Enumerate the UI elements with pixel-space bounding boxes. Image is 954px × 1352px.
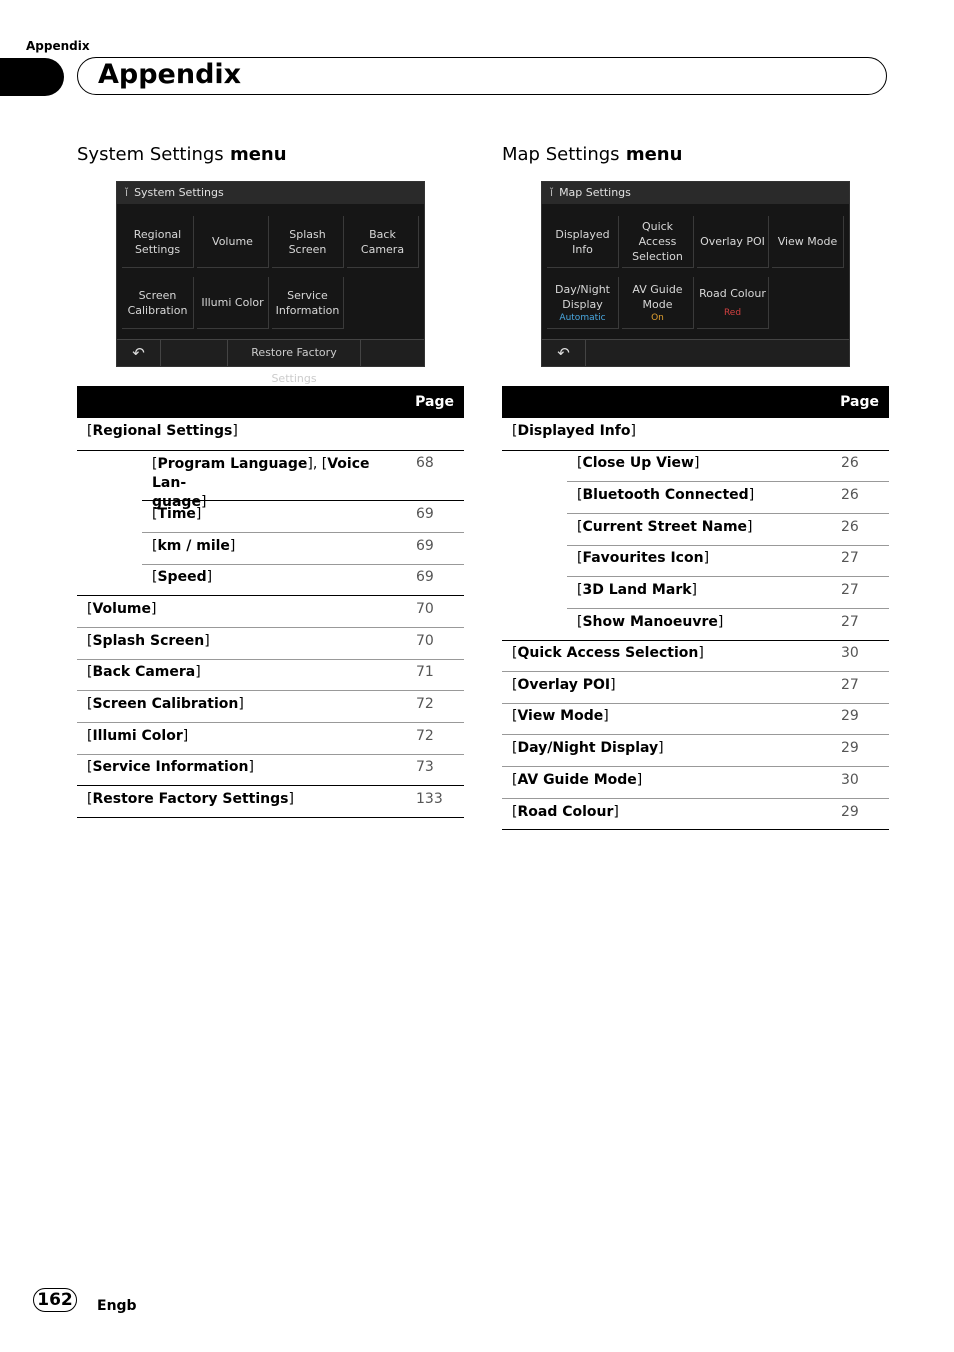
row-divider [502,829,889,830]
row-divider [502,703,889,704]
row-divider [77,785,464,786]
row-label: Service Information [92,759,249,775]
screen-button-splash-screen[interactable] [272,216,344,268]
row-page: 30 [841,772,859,788]
screen-button-line: Selection [632,250,683,263]
row-page: 71 [416,664,434,680]
table-row: [Regional Settings] [87,423,238,439]
row-page: 27 [841,550,859,566]
screen-button-value: Automatic [559,312,606,323]
screen-button-line: Volume [212,235,253,248]
row-page: 133 [416,791,443,807]
screen-button-day-night-display[interactable] [547,277,619,329]
row-divider [567,481,889,482]
table-row: [Current Street Name] [577,519,753,535]
row-divider [77,450,464,451]
screen-button-line: Displayed [555,227,610,241]
screen-button-line: Calibration [127,303,188,317]
row-divider [77,659,464,660]
settings-icon: ǐ [125,186,129,199]
row-label: Illumi Color [92,728,183,744]
screen-header [117,182,424,204]
screen-bottom-bar [117,339,424,385]
language-code: Engb [97,1298,137,1314]
screen-button-line: Service [287,288,328,302]
row-divider [502,640,889,641]
page-title: Appendix [98,59,242,90]
table-row: [Quick Access Selection] [512,645,704,661]
row-divider [142,500,464,501]
row-label: Quick Access Selection [517,645,699,661]
row-label: AV Guide Mode [517,772,637,788]
table-row: [Show Manoeuvre] [577,614,724,630]
row-divider [77,722,464,723]
row-page: 72 [416,696,434,712]
row-divider [567,608,889,609]
table-row: [Program Language], [Voice Lan- guage] [152,456,370,510]
row-label: guage [152,494,201,510]
row-label: Time [157,506,196,522]
screen-button-view-mode[interactable] [772,216,844,268]
row-label: Close Up View [582,455,694,471]
row-label: Back Camera [92,664,196,680]
table-row: [Road Colour] [512,804,619,820]
table-row: [View Mode] [512,708,609,724]
row-label: km / mile [157,538,230,554]
screen-header-title: System Settings [134,186,224,199]
table-row: [Time] [152,506,202,522]
row-page: 69 [416,506,434,522]
screen-button-line: AV Guide [632,282,683,296]
row-label: Program Language [157,456,308,472]
row-label: Speed [157,569,207,585]
table-row: [km / mile] [152,538,236,554]
screen-button-value: Red [723,308,742,318]
screen-button-line: Display [562,297,603,311]
screen-header [542,182,849,204]
page-title-box [77,57,887,95]
row-divider [502,734,889,735]
screen-button-av-guide-mode[interactable] [622,277,694,329]
table-row: [Splash Screen] [87,633,210,649]
row-label: Day/Night Display [517,740,659,756]
row-page: 73 [416,759,434,775]
row-page: 27 [841,582,859,598]
row-page: 72 [416,728,434,744]
table-row: [Service Information] [87,759,254,775]
table-row: [Displayed Info] [512,423,636,439]
screen-button-overlay-poi[interactable] [697,216,769,268]
table-row: [Back Camera] [87,664,201,680]
screen-button-line: Day/Night [555,282,610,296]
system-settings-heading-main: System Settings [77,144,224,165]
screen-button-screen-calibration[interactable] [122,277,194,329]
row-page: 27 [841,614,859,630]
screen-button-line: Back [369,227,396,241]
row-label: Screen Calibration [92,696,239,712]
row-page: 29 [841,740,859,756]
table-row: [Day/Night Display] [512,740,664,756]
row-divider [502,766,889,767]
row-divider [502,671,889,672]
screen-button-line: Illumi Color [201,296,264,309]
back-arrow-icon[interactable]: ↶ [542,340,586,366]
screen-button-line: Information [275,303,340,317]
row-page: 69 [416,569,434,585]
row-label: Regional Settings [92,423,233,439]
screen-button-regional-settings[interactable] [122,216,194,268]
screen-button-volume[interactable] [197,216,269,268]
table-row: [Close Up View] [577,455,700,471]
system-table-header: Page [77,386,464,418]
settings-icon: ǐ [550,186,554,199]
row-divider [142,564,464,565]
row-divider [502,450,889,451]
map-table-header: Page [502,386,889,418]
section-tab-marker [0,58,64,96]
row-label: Favourites Icon [582,550,704,566]
system-settings-screenshot [116,181,425,385]
screen-button-line: Quick Access [638,220,677,248]
screen-button-value: On [651,312,664,323]
row-page: 69 [416,538,434,554]
row-divider [567,513,889,514]
row-divider [77,690,464,691]
row-page: 30 [841,645,859,661]
row-page: 26 [841,487,859,503]
screen-button-illumi-color[interactable] [197,277,269,329]
running-header: Appendix [26,39,90,53]
row-page: 27 [841,677,859,693]
row-label: View Mode [517,708,604,724]
table-row: [Speed] [152,569,213,585]
screen-button-line: Regional [133,227,182,241]
row-divider [567,545,889,546]
row-label: Restore Factory Settings [92,791,289,807]
page-number: 162 [33,1288,77,1312]
row-label: Displayed Info [517,423,631,439]
system-settings-heading-suffix: menu [229,144,287,165]
row-label: Splash Screen [92,633,205,649]
row-label: Current Street Name [582,519,748,535]
screen-button-service-information[interactable] [272,277,344,329]
table-row: [Favourites Icon] [577,550,710,566]
row-page: 70 [416,633,434,649]
screen-button-line: Overlay POI [700,235,765,248]
row-page: 70 [416,601,434,617]
row-page: 68 [416,455,434,471]
system-settings-heading [77,144,287,165]
screen-button-line: Screen [288,242,327,256]
back-arrow-icon[interactable]: ↶ [117,340,161,366]
screen-button-displayed-info[interactable] [547,216,619,268]
row-page: 26 [841,455,859,471]
table-row: [Volume] [87,601,157,617]
row-label: Overlay POI [517,677,611,693]
screen-button-line: Screen [138,288,177,302]
table-row: [Illumi Color] [87,728,189,744]
row-divider [77,627,464,628]
screen-button-line: Camera [360,242,405,256]
map-settings-heading-suffix: menu [625,144,683,165]
screen-button-line: Road Colour [699,287,766,300]
row-label: Show Manoeuvre [582,614,718,630]
screen-button-line: Splash [289,227,326,241]
screen-button-road-colour[interactable] [697,277,769,329]
row-divider [77,754,464,755]
row-divider [77,595,464,596]
screen-button-line: Info [572,242,593,256]
table-row: [Bluetooth Connected] [577,487,755,503]
screen-button-quick-access-selection[interactable] [622,216,694,268]
map-settings-heading [502,144,682,165]
row-label: Road Colour [517,804,614,820]
table-row: [3D Land Mark] [577,582,697,598]
row-divider [567,576,889,577]
row-page: 29 [841,804,859,820]
row-divider [77,817,464,818]
screen-button-back-camera[interactable] [347,216,419,268]
map-settings-screenshot [541,181,850,367]
row-divider [502,798,889,799]
table-row: [Overlay POI] [512,677,616,693]
screen-header-title: Map Settings [559,186,631,199]
restore-factory-settings-button[interactable]: Restore Factory Settings [227,340,361,366]
screen-bottom-bar [542,339,849,366]
row-divider [142,532,464,533]
row-label: Voice Lan- [152,456,370,491]
screen-button-line: Mode [642,297,673,311]
map-settings-heading-main: Map Settings [502,144,620,165]
row-label: Volume [92,601,152,617]
row-page: 29 [841,708,859,724]
row-label: 3D Land Mark [582,582,692,598]
table-row: [Screen Calibration] [87,696,244,712]
table-row: [Restore Factory Settings] [87,791,294,807]
table-row: [AV Guide Mode] [512,772,643,788]
row-page: 26 [841,519,859,535]
row-label: Bluetooth Connected [582,487,749,503]
screen-button-line: View Mode [777,235,838,248]
screen-button-line: Settings [134,242,181,256]
